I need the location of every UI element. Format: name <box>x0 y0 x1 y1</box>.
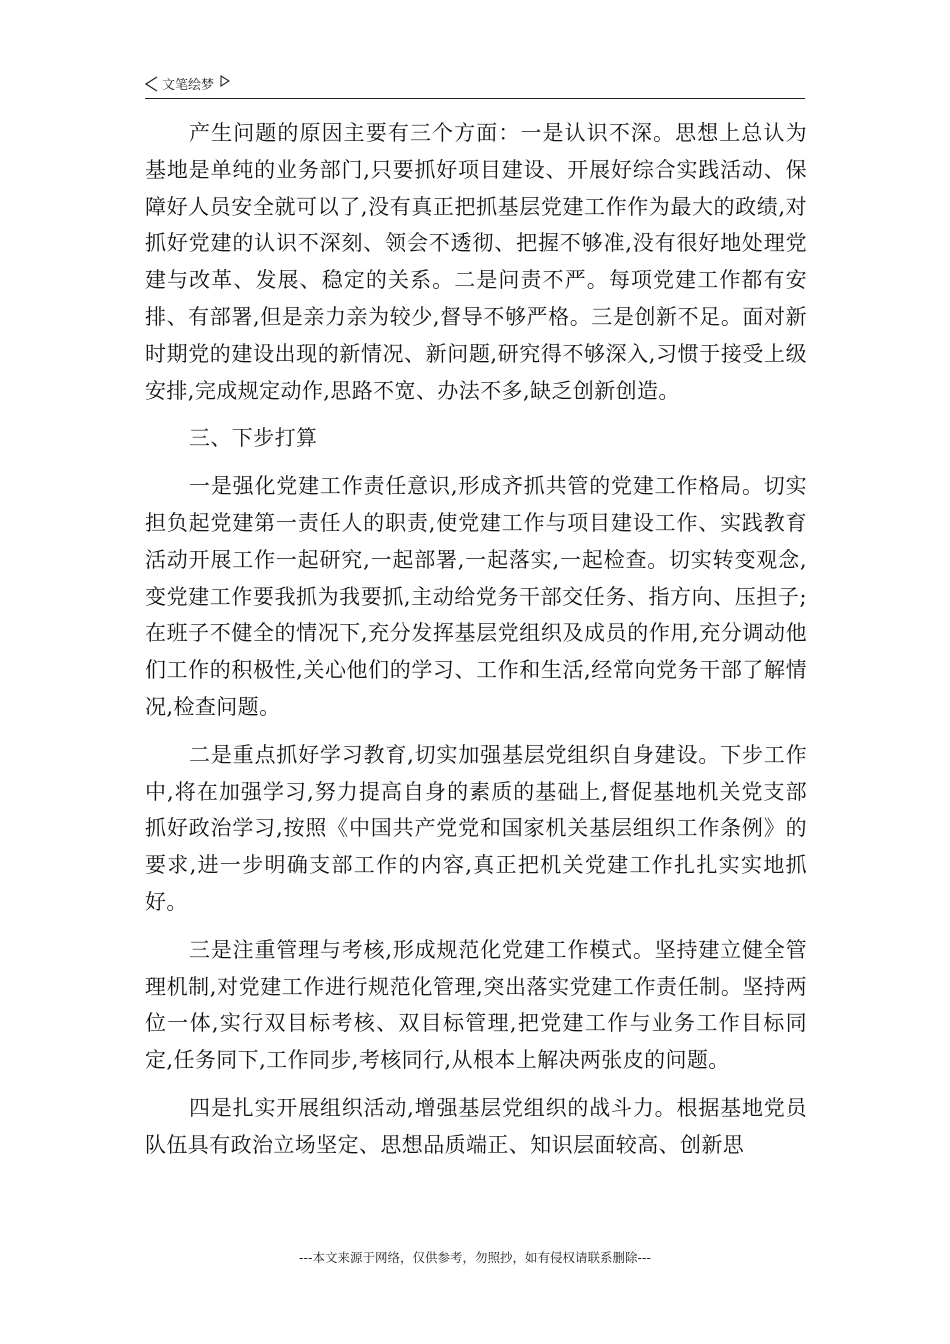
paragraph-responsibility: 一是强化党建工作责任意识,形成齐抓共管的党建工作格局。切实担负起党建第一责任人的职责,使党建工作与项目建设工作、实践教育活动开展工作一起研究,一起部署,一起落实,一起检查。切实转变观念,变党建工作要我抓为我要抓,主动给党务干部交任务、指方向、压担子;在班子不健全的情况下,充分发挥基层党组织及成员的作用,充分调动他们工作的积极性,关心他们的学习、工作和生活,经常向党务干部了解情况,检查问题。 <box>145 474 807 719</box>
page-footer-notice: ---本文来源于网络，仅供参考，勿照抄，如有侵权请联系删除--- <box>298 1250 652 1265</box>
triangle-left-icon <box>145 76 158 92</box>
section-heading-next-steps: 三、下步打算 <box>189 426 318 451</box>
paragraph-study-education: 二是重点抓好学习教育,切实加强基层党组织自身建设。下步工作中,将在加强学习,努力提高自身的素质的基础上,督促基地机关党支部抓好政治学习,按照《中国共产党党和国家机关基层组织工作条例》的要求,进一步明确支部工作的内容,真正把机关党建工作扎扎实实地抓好。 <box>145 742 807 914</box>
header-brand: 文笔绘梦 <box>162 78 215 93</box>
paragraph-management-assessment: 三是注重管理与考核,形成规范化党建工作模式。坚持建立健全管理机制,对党建工作进行规范化管理,突出落实党建工作责任制。坚持两位一体,实行双目标考核、双目标管理,把党建工作与业务工作目标同定,任务同下,工作同步,考核同行,从根本上解决两张皮的问题。 <box>145 937 807 1073</box>
document-body <box>145 115 807 1175</box>
triangle-right-icon <box>220 75 230 87</box>
paragraph-causes: 产生问题的原因主要有三个方面：一是认识不深。思想上总认为基地是单纯的业务部门,只要抓好项目建设、开展好综合实践活动、保障好人员安全就可以了,没有真正把抓基层党建工作作为最大的政绩,对抓好党建的认识不深刻、领会不透彻、把握不够准,没有很好地处理党建与改革、发展、稳定的关系。二是问责不严。每项党建工作都有安排、有部署,但是亲力亲为较少,督导不够严格。三是创新不足。面对新时期党的建设出现的新情况、新问题,研究得不够深入,习惯于接受上级安排,完成规定动作,思路不宽、办法不多,缺乏创新创造。 <box>145 121 807 403</box>
paragraph-organization-activities: 四是扎实开展组织活动,增强基层党组织的战斗力。根据基地党员队伍具有政治立场坚定、思想品质端正、知识层面较高、创新思 <box>145 1095 807 1157</box>
page-header <box>145 72 805 99</box>
header-brand-group <box>145 74 230 93</box>
